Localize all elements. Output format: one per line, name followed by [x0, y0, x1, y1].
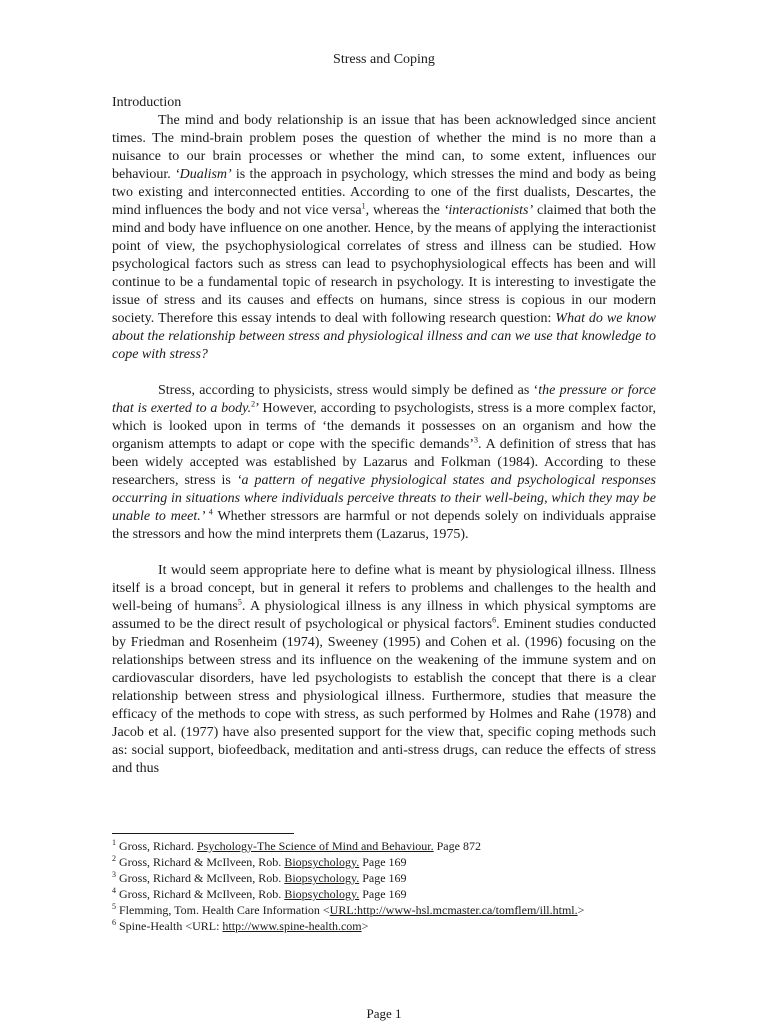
footnote-number: 3 [112, 870, 116, 879]
underlined-text: Psychology-The Science of Mind and Behaviour. [197, 839, 434, 853]
italic-text: ‘a pattern of negative physiological states and psychological responses occurring in situations where individuals perceive threats to their well-being, which they may be unable to meet.’ [112, 473, 656, 524]
italic-text: ‘Dualism’ [174, 167, 232, 182]
paragraph [112, 562, 656, 778]
underlined-text: URL:http://www-hsl.mcmaster.ca/tomflem/ill.html. [329, 903, 578, 917]
text-run: Spine-Health <URL: [119, 919, 223, 933]
footnote-ref: 5 [237, 597, 242, 607]
paragraph [112, 382, 656, 544]
footnote-ref: 6 [492, 615, 497, 625]
footnote-number: 5 [112, 902, 116, 911]
footnote-ref: 3 [474, 435, 479, 445]
document-body [112, 94, 656, 796]
text-run: . A definition of stress that has been widely accepted was established by Lazarus and Folkman (1984). According to these researchers, stress is [112, 437, 656, 488]
paragraph [112, 112, 656, 364]
footnote [112, 854, 672, 870]
text-run: Page 169 [359, 871, 407, 885]
page-number: Page 1 [366, 1006, 402, 1021]
footnote [112, 838, 672, 854]
text-run: Page 872 [433, 839, 481, 853]
text-run: is the approach in psychology, which stresses the mind and body as being two existing and interconnected entities. According to one of the first dualists, Descartes, the mind influences the body and not vice versa [112, 167, 656, 218]
section-heading: Introduction [112, 95, 182, 110]
italic-text: ‘interactionists’ [443, 203, 534, 218]
italic-text: the pressure or force that is exerted to a body. [112, 383, 656, 416]
footnote [112, 902, 672, 918]
underlined-text: Biopsychology. [284, 871, 360, 885]
text-run: . A physiological illness is any illness in which physical symptoms are assumed to be the direct result of psychological or physical factors [112, 599, 656, 632]
text-run: It would seem appropriate here to define what is meant by physiological illness. Illness itself is a broad concept, but in general it refers to problems and challenges to the health and well-being of humans [112, 563, 656, 614]
footnote-number: 6 [112, 918, 116, 927]
text-run: Page 169 [359, 855, 407, 869]
text-run: > [361, 919, 369, 933]
underlined-text: Biopsychology. [284, 887, 360, 901]
footnote-ref: 1 [361, 201, 366, 211]
footnote-number: 1 [112, 838, 116, 847]
text-run: Gross, Richard & McIlveen, Rob. [119, 887, 285, 901]
text-run: The mind and body relationship is an issue that has been acknowledged since ancient times. The mind-brain problem poses the question of whether the mind is no more than a nuisance to our brain processes or whether the mind can, to some extent, influences our behaviour. [112, 113, 656, 182]
underlined-text: http://www.spine-health.com [222, 919, 362, 933]
footnote-ref: 4 [205, 507, 213, 517]
underlined-text: Biopsychology. [284, 855, 360, 869]
footnote-number: 4 [112, 886, 116, 895]
text-run: Stress, according to physicists, stress would simply be defined as ‘ [158, 383, 539, 398]
text-run: . Eminent studies conducted by Friedman and Rosenheim (1974), Sweeney (1995) and Cohen et al. (1996) focusing on the relationships between stress and its influence on the weakening of the immune system and on cardiovascular disorders, have led psychologists to establish the concept that there is a clear relationship between stress and physiological illness. Furthermore, studies that measure the efficacy of the methods to cope with stress, as such performed by Holmes and Rahe (1978) and Jacob et al. (1977) have also presented support for the view that, specific coping methods such as: social support, biofeedback, meditation and anti-stress drugs, can reduce the effects of stress and thus [112, 617, 656, 776]
footnote [112, 870, 672, 886]
footnotes [112, 838, 672, 934]
footnote-number: 2 [112, 854, 116, 863]
text-run: Gross, Richard & McIlveen, Rob. [119, 855, 285, 869]
footnote [112, 886, 672, 902]
document-title: Stress and Coping [333, 52, 435, 67]
text-run: , whereas the [365, 203, 444, 218]
text-run: Flemming, Tom. Health Care Information < [119, 903, 330, 917]
text-run: > [577, 903, 585, 917]
text-run: claimed that both the mind and body have influence on one another. Hence, by the means of applying the interactionist point of view, the psychophysiological correlates of stress and illness can be studied. How psychological factors such as stress can lead to psychophysiological effects has been and will continue to be a fundamental topic of research in psychology. It is interesting to investigate the issue of stress and its causes and effects on humans, since stress is copious in our modern society. Therefore this essay intends to deal with following research question: [112, 203, 657, 326]
text-run: Page 169 [359, 887, 407, 901]
footnote-ref: 2 [251, 399, 256, 409]
text-run: ’ However, according to psychologists, stress is a more complex factor, which is looked upon in terms of ‘the demands it possesses on an organism and how the organism attempts to adapt or cope with the specific demands’ [112, 401, 656, 452]
text-run: Gross, Richard. [119, 839, 197, 853]
footnote-separator [112, 833, 294, 834]
text-run: Gross, Richard & McIlveen, Rob. [119, 871, 285, 885]
text-run: Whether stressors are harmful or not depends solely on individuals appraise the stressors and how the mind interprets them (Lazarus, 1975). [112, 509, 656, 542]
italic-text: What do we know about the relationship between stress and physiological illness and can we use that knowledge to cope with stress? [112, 311, 656, 362]
footnote [112, 918, 672, 934]
